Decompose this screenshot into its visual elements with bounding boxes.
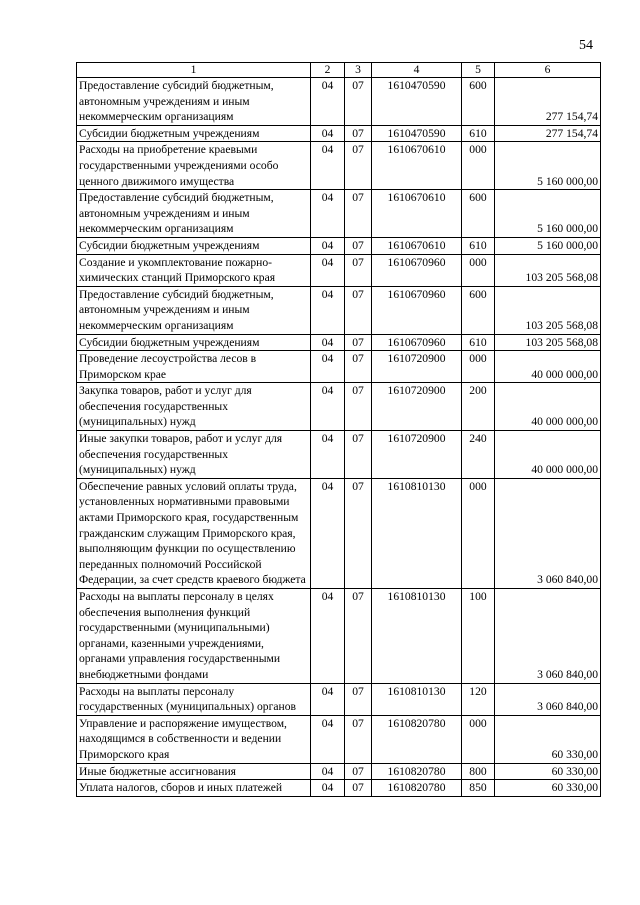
amount-cell: 103 205 568,08 <box>495 334 601 351</box>
row-name-cell: Уплата налогов, сборов и иных платежей <box>77 780 311 797</box>
target-article-cell: 1610670960 <box>372 254 462 286</box>
row-name-cell: Субсидии бюджетным учреждениям <box>77 334 311 351</box>
table-row <box>77 763 601 780</box>
subsection-cell: 07 <box>345 780 372 797</box>
target-article-cell: 1610810130 <box>372 683 462 715</box>
subsection-cell: 07 <box>345 351 372 383</box>
table-row <box>77 254 601 286</box>
amount-cell: 60 330,00 <box>495 780 601 797</box>
section-cell: 04 <box>311 351 345 383</box>
amount-cell: 3 060 840,00 <box>495 683 601 715</box>
amount-cell: 40 000 000,00 <box>495 383 601 431</box>
row-name-cell: Субсидии бюджетным учреждениям <box>77 237 311 254</box>
row-name-cell: Проведение лесоустройства лесов в Приморском крае <box>77 351 311 383</box>
amount-cell: 3 060 840,00 <box>495 589 601 684</box>
row-name-cell: Иные закупки товаров, работ и услуг для обеспечения государственных (муниципальных) нужд <box>77 431 311 479</box>
amount-cell: 5 160 000,00 <box>495 237 601 254</box>
target-article-cell: 1610810130 <box>372 589 462 684</box>
target-article-cell: 1610810130 <box>372 478 462 588</box>
row-name-cell: Расходы на выплаты персоналу в целях обеспечения выполнения функций государственными (муниципальными) органами, казенными учреждениями, органами управления государственными внебюджетными фондами <box>77 589 311 684</box>
amount-cell: 277 154,74 <box>495 78 601 126</box>
expense-type-cell: 000 <box>462 715 495 763</box>
section-cell: 04 <box>311 478 345 588</box>
section-cell: 04 <box>311 237 345 254</box>
target-article-cell: 1610720900 <box>372 383 462 431</box>
row-name-cell: Расходы на приобретение краевыми государственными учреждениями особо ценного движимого имущества <box>77 142 311 190</box>
expense-type-cell: 000 <box>462 351 495 383</box>
amount-cell: 60 330,00 <box>495 715 601 763</box>
table-row <box>77 125 601 142</box>
expense-type-cell: 000 <box>462 478 495 588</box>
budget-table <box>76 62 601 797</box>
amount-cell: 5 160 000,00 <box>495 190 601 238</box>
subsection-cell: 07 <box>345 125 372 142</box>
table-row <box>77 286 601 334</box>
row-name-cell: Создание и укомплектование пожарно-химических станций Приморского края <box>77 254 311 286</box>
header-cell: 1 <box>77 63 311 78</box>
expense-type-cell: 200 <box>462 383 495 431</box>
header-cell: 3 <box>345 63 372 78</box>
expense-type-cell: 800 <box>462 763 495 780</box>
expense-type-cell: 600 <box>462 286 495 334</box>
section-cell: 04 <box>311 190 345 238</box>
table-row <box>77 383 601 431</box>
header-cell: 4 <box>372 63 462 78</box>
subsection-cell: 07 <box>345 431 372 479</box>
target-article-cell: 1610670960 <box>372 334 462 351</box>
expense-type-cell: 000 <box>462 142 495 190</box>
amount-cell: 40 000 000,00 <box>495 351 601 383</box>
target-article-cell: 1610670610 <box>372 190 462 238</box>
amount-cell: 5 160 000,00 <box>495 142 601 190</box>
section-cell: 04 <box>311 254 345 286</box>
subsection-cell: 07 <box>345 334 372 351</box>
amount-cell: 103 205 568,08 <box>495 286 601 334</box>
table-row <box>77 715 601 763</box>
table-row <box>77 237 601 254</box>
table-row <box>77 334 601 351</box>
table-row <box>77 190 601 238</box>
section-cell: 04 <box>311 125 345 142</box>
target-article-cell: 1610670610 <box>372 142 462 190</box>
header-cell: 5 <box>462 63 495 78</box>
section-cell: 04 <box>311 715 345 763</box>
table-row <box>77 431 601 479</box>
amount-cell: 277 154,74 <box>495 125 601 142</box>
expense-type-cell: 100 <box>462 589 495 684</box>
subsection-cell: 07 <box>345 683 372 715</box>
row-name-cell: Предоставление субсидий бюджетным, автономным учреждениям и иным некоммерческим организациям <box>77 286 311 334</box>
amount-cell: 40 000 000,00 <box>495 431 601 479</box>
amount-cell: 60 330,00 <box>495 763 601 780</box>
expense-type-cell: 610 <box>462 334 495 351</box>
subsection-cell: 07 <box>345 763 372 780</box>
target-article-cell: 1610720900 <box>372 351 462 383</box>
subsection-cell: 07 <box>345 383 372 431</box>
expense-type-cell: 600 <box>462 78 495 126</box>
target-article-cell: 1610470590 <box>372 78 462 126</box>
table-row <box>77 478 601 588</box>
table-header-row <box>77 63 601 78</box>
section-cell: 04 <box>311 383 345 431</box>
subsection-cell: 07 <box>345 478 372 588</box>
expense-type-cell: 240 <box>462 431 495 479</box>
section-cell: 04 <box>311 142 345 190</box>
section-cell: 04 <box>311 780 345 797</box>
target-article-cell: 1610470590 <box>372 125 462 142</box>
table-row <box>77 351 601 383</box>
row-name-cell: Иные бюджетные ассигнования <box>77 763 311 780</box>
section-cell: 04 <box>311 334 345 351</box>
section-cell: 04 <box>311 589 345 684</box>
header-cell: 2 <box>311 63 345 78</box>
row-name-cell: Расходы на выплаты персоналу государственных (муниципальных) органов <box>77 683 311 715</box>
section-cell: 04 <box>311 78 345 126</box>
subsection-cell: 07 <box>345 237 372 254</box>
subsection-cell: 07 <box>345 142 372 190</box>
header-cell: 6 <box>495 63 601 78</box>
expense-type-cell: 610 <box>462 237 495 254</box>
expense-type-cell: 120 <box>462 683 495 715</box>
table-row <box>77 683 601 715</box>
table-row <box>77 589 601 684</box>
subsection-cell: 07 <box>345 78 372 126</box>
subsection-cell: 07 <box>345 254 372 286</box>
row-name-cell: Предоставление субсидий бюджетным, автономным учреждениям и иным некоммерческим организациям <box>77 190 311 238</box>
row-name-cell: Субсидии бюджетным учреждениям <box>77 125 311 142</box>
section-cell: 04 <box>311 431 345 479</box>
expense-type-cell: 600 <box>462 190 495 238</box>
target-article-cell: 1610670960 <box>372 286 462 334</box>
amount-cell: 3 060 840,00 <box>495 478 601 588</box>
target-article-cell: 1610720900 <box>372 431 462 479</box>
section-cell: 04 <box>311 286 345 334</box>
target-article-cell: 1610820780 <box>372 715 462 763</box>
subsection-cell: 07 <box>345 589 372 684</box>
expense-type-cell: 610 <box>462 125 495 142</box>
row-name-cell: Закупка товаров, работ и услуг для обеспечения государственных (муниципальных) нужд <box>77 383 311 431</box>
row-name-cell: Управление и распоряжение имуществом, находящимся в собственности и ведении Приморского края <box>77 715 311 763</box>
page-number: 54 <box>579 38 593 53</box>
expense-type-cell: 000 <box>462 254 495 286</box>
amount-cell: 103 205 568,08 <box>495 254 601 286</box>
subsection-cell: 07 <box>345 715 372 763</box>
subsection-cell: 07 <box>345 190 372 238</box>
target-article-cell: 1610820780 <box>372 780 462 797</box>
subsection-cell: 07 <box>345 286 372 334</box>
expense-type-cell: 850 <box>462 780 495 797</box>
target-article-cell: 1610670610 <box>372 237 462 254</box>
table-row <box>77 142 601 190</box>
table-row <box>77 780 601 797</box>
row-name-cell: Предоставление субсидий бюджетным, автономным учреждениям и иным некоммерческим организациям <box>77 78 311 126</box>
section-cell: 04 <box>311 763 345 780</box>
table-row <box>77 78 601 126</box>
section-cell: 04 <box>311 683 345 715</box>
target-article-cell: 1610820780 <box>372 763 462 780</box>
row-name-cell: Обеспечение равных условий оплаты труда, установленных нормативными правовыми актами Приморского края, государственным гражданским служащим Приморского края, выполняющим функции по осуществлению переданных полномочий Российской Федерации, за счет средств краевого бюджета <box>77 478 311 588</box>
